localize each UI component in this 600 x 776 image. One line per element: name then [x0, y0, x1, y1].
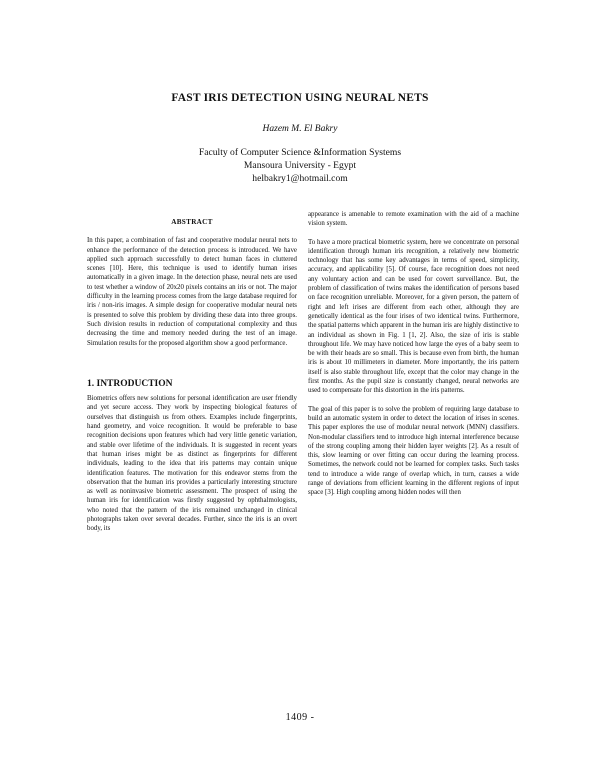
affiliation-faculty: Faculty of Computer Science &Information Systems [198, 147, 402, 158]
affiliation [0, 146, 600, 185]
introduction-text: Biometrics offers new solutions for personal identification are user friendly and yet secure access. They work by inspecting biological features of ourselves that distinguish us from others. Examples include fingerprints, hand geometry, and voice recognition. It would be preferable to base recognition decisions upon features which had very little genetic variation, and stable over lifetime of the individuals. It is suggested in recent years that human irises might be as distinct as fingerprints for different individuals, leading to the idea that iris patterns may contain unique identification features. The motivation for this endeavor stems from the observation that the human iris provides a particularly interesting structure as well as noninvasive biometric assessment. The prospect of using the human iris for identification was firstly suggested by ophthalmologists, who noted that the pattern of the iris remained unchanged in clinical photographs taken over several decades. Further, since the iris is an overt body, its [87, 395, 297, 533]
introduction-heading: 1. INTRODUCTION [87, 378, 173, 389]
paper-title: FAST IRIS DETECTION USING NEURAL NETS [171, 92, 429, 104]
author-name: Hazem M. El Bakry [262, 124, 338, 134]
abstract-text: In this paper, a combination of fast and cooperative modular neural nets to enhance the performance of the detection process is introduced. We have applied such approach successfully to detect human faces in cluttered scenes [10]. Here, this technique is used to identify human irises automatically in a given image. In the detection phase, neural nets are used to test whether a window of 20x20 pixels contains an iris or not. The major difficulty in the learning process comes from the large database required for iris / non-iris images. A simple design for cooperative modular neural nets is presented to solve this problem by dividing these data into three groups. Such division results in reduction of computational complexity and thus decreasing the time and memory needed during the test of an image. Simulation results for the proposed algorithm show a good performance. [87, 237, 297, 347]
right-paragraph-1: appearance is amenable to remote examination with the aid of a machine vision system. [308, 211, 519, 228]
right-paragraph-2: To have a more practical biometric system, here we concentrate on personal identification through human iris recognition, a relatively new biometric technology that has some key advantages in terms of speed, simplicity, accuracy, and applicability [5]. Of course, face recognition does not need any voluntary action and can be used for covert surveillance. But, the problem of classification of twins makes the identification of persons based on face recognition unreliable. Moreover, for a given person, the pattern of right and left irises are different from each other, although they are genetically identical as the four irises of two identical twins. Furthermore, the spatial patterns which apparent in the human iris are highly distinctive to an individual as shown in Fig. 1 [1, 2]. Also, the size of iris is stable throughout life. We may have noticed how large the eyes of a baby seem to be with their heads are so small. This is because even from birth, the human iris is about 10 millimeters in diameter. More importantly, the iris pattern itself is also stable throughout life, except that the color may change in the first months. As the pupil size is constantly changed, neural networks are used to compensate for this distortion in the iris patterns. [308, 238, 519, 395]
abstract-heading: ABSTRACT [171, 218, 213, 226]
page-number: 1409 - [285, 712, 315, 723]
right-column [308, 210, 519, 498]
author-email: helbakry1@hotmail.com [252, 173, 348, 184]
right-paragraph-3: The goal of this paper is to solve the problem of requiring large database to build an automatic system in order to detect the location of irises in scenes. This paper explores the use of modular neural network (MNN) classifiers. Non-modular classifiers tend to introduce high internal interference because of the strong coupling among their hidden layer weights [2]. As a result of this, slow learning or over fitting can occur during the learning process. Sometimes, the network could not be learned for complex tasks. Such tasks tend to introduce a wide range of overlap which, in turn, causes a wide range of deviations from efficient learning in the different regions of input space [3]. High coupling among hidden nodes will then [308, 405, 519, 497]
left-column [87, 218, 297, 534]
affiliation-university: Mansoura University - Egypt [243, 160, 357, 171]
